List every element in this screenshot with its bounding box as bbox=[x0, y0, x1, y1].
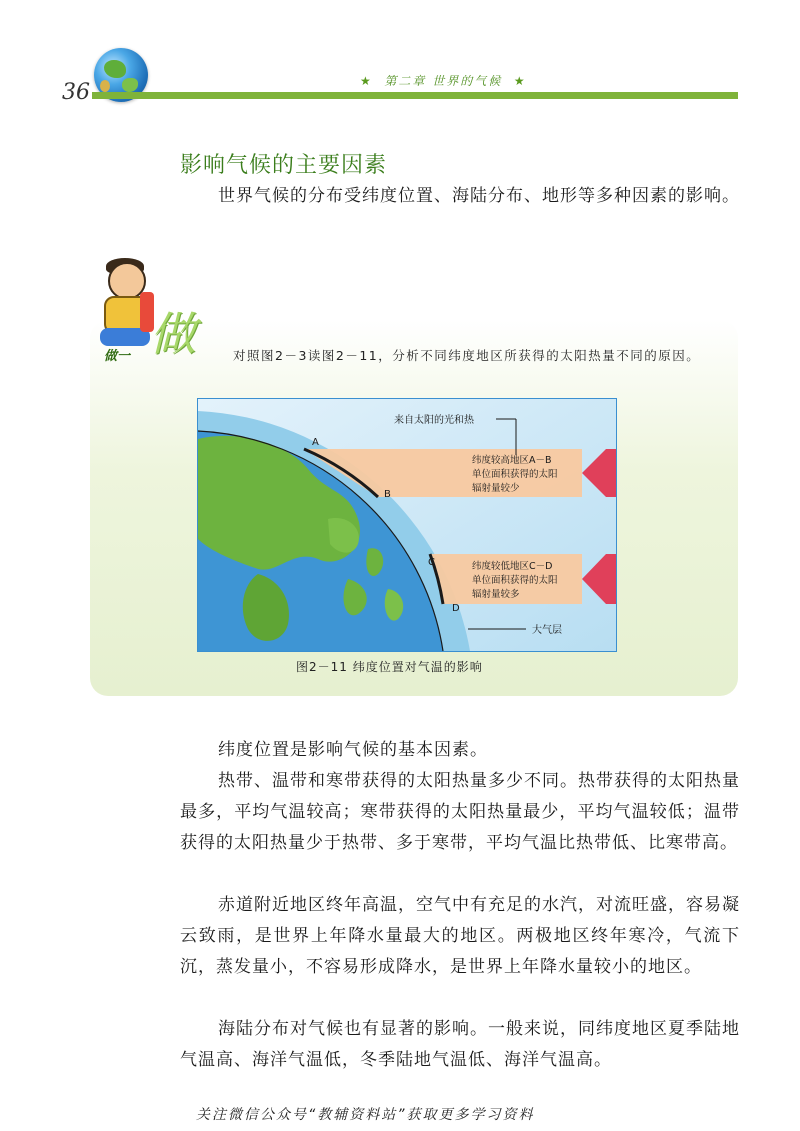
star-icon: ★ bbox=[360, 74, 373, 88]
high-lat-text-2: 单位面积获得的太阳 bbox=[472, 469, 558, 480]
student-illustration bbox=[94, 262, 158, 352]
page-number: 36 bbox=[62, 80, 90, 105]
activity-label-small: 做一 bbox=[104, 349, 131, 364]
point-c-label: C bbox=[428, 557, 435, 568]
section-title: 影响气候的主要因素 bbox=[180, 153, 388, 178]
low-lat-text-1: 纬度较低地区C－D bbox=[472, 561, 553, 572]
activity-instruction: 对照图2－3读图2－11，分析不同纬度地区所获得的太阳热量不同的原因。 bbox=[233, 348, 701, 363]
point-a-label: A bbox=[312, 437, 319, 448]
footer-note: 关注微信公众号“教辅资料站”获取更多学习资料 bbox=[196, 1107, 535, 1123]
activity-label-big: 做 bbox=[150, 307, 196, 361]
low-lat-text-3: 辐射量较多 bbox=[472, 589, 520, 600]
body-paragraph-1: 纬度位置是影响气候的基本因素。 bbox=[218, 740, 488, 760]
latitude-figure bbox=[197, 398, 617, 652]
body-paragraph-2: 热带、温带和寒带获得的太阳热量多少不同。热带获得的太阳热量最多，平均气温较高；寒带获得的太阳热量最少，平均气温较低；温带获得的太阳热量少于热带、多于寒带，平均气温比热带低、比寒带高。 bbox=[180, 771, 740, 853]
point-d-label: D bbox=[452, 603, 460, 614]
figure-caption: 图2－11 纬度位置对气温的影响 bbox=[296, 660, 483, 674]
high-lat-text-3: 辐射量较少 bbox=[472, 483, 520, 494]
intro-paragraph: 世界气候的分布受纬度位置、海陆分布、地形等多种因素的影响。 bbox=[218, 186, 740, 206]
chapter-title-text: 第二章 世界的气候 bbox=[384, 74, 503, 88]
atmosphere-label: 大气层 bbox=[532, 625, 562, 636]
sunlight-label: 来自太阳的光和热 bbox=[394, 415, 474, 426]
high-lat-text-1: 纬度较高地区A－B bbox=[472, 455, 552, 466]
latitude-diagram bbox=[198, 399, 616, 651]
chapter-title bbox=[360, 72, 527, 89]
point-b-label: B bbox=[384, 489, 391, 500]
body-paragraph-3: 赤道附近地区终年高温，空气中有充足的水汽，对流旺盛，容易凝云致雨，是世界上年降水量最大的地区。两极地区终年寒冷，气流下沉，蒸发量小，不容易形成降水，是世界上年降水量较小的地区。 bbox=[180, 895, 740, 977]
header-rule bbox=[92, 92, 738, 99]
body-paragraph-4: 海陆分布对气候也有显著的影响。一般来说，同纬度地区夏季陆地气温高、海洋气温低，冬季陆地气温低、海洋气温高。 bbox=[180, 1019, 740, 1070]
low-lat-text-2: 单位面积获得的太阳 bbox=[472, 575, 558, 586]
star-icon: ★ bbox=[513, 74, 527, 88]
